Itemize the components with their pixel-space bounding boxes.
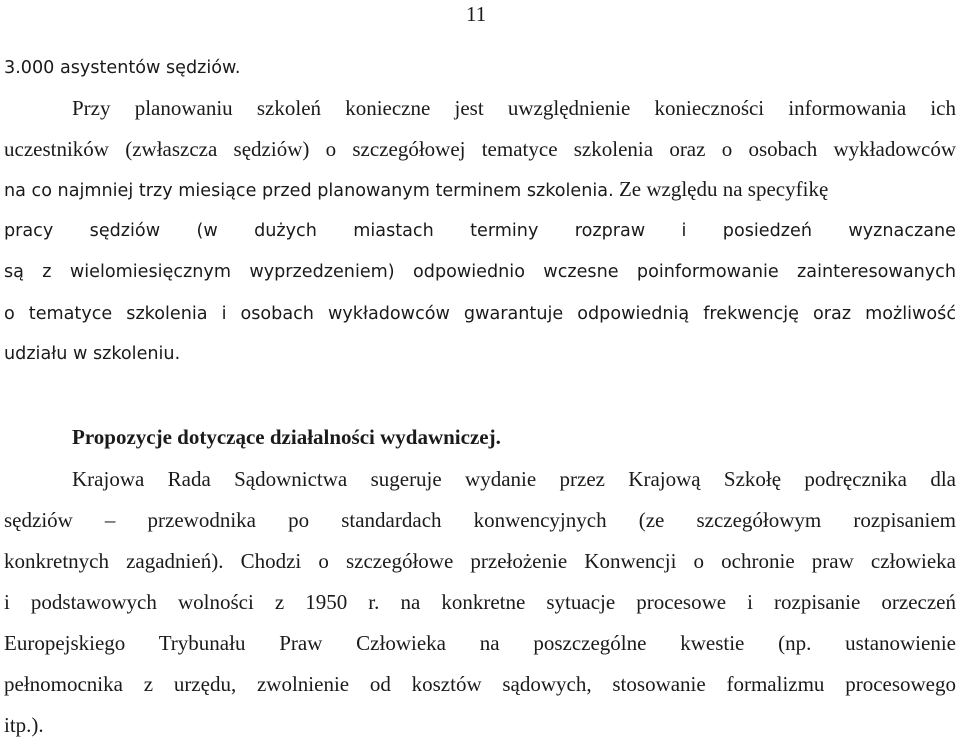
- paragraph-3-line-1: Krajowa Rada Sądownictwa sugeruje wydanie przez Krajową Szkołę podręcznika dla: [72, 467, 956, 491]
- page-number: 11: [466, 2, 487, 26]
- paragraph-2-line-3: [4, 176, 956, 204]
- paragraph-3-line-3: konkretnych zagadnień). Chodzi o szczegółowe przełożenie Konwencji o ochronie praw człowieka: [4, 549, 956, 573]
- paragraph-3-line-2: sędziów – przewodnika po standardach konwencyjnych (ze szczegółowym rozpisaniem: [4, 508, 956, 532]
- paragraph-2-line-3-sans: na co najmniej trzy miesiące przed planowanym terminem szkolenia.: [4, 181, 614, 201]
- paragraph-3-line-5: Europejskiego Trybunału Praw Człowieka na poszczególne kwestie (np. ustanowienie: [4, 631, 956, 655]
- paragraph-2-line-4: pracy sędziów (w dużych miastach terminy rozpraw i posiedzeń wyznaczane: [4, 221, 956, 241]
- paragraph-1-line-1: 3.000 asystentów sędziów.: [4, 58, 241, 78]
- paragraph-3-line-6: pełnomocnika z urzędu, zwolnienie od kosztów sądowych, stosowanie formalizmu procesowego: [4, 672, 956, 696]
- paragraph-2-line-3-serif: Ze względu na specyfikę: [613, 177, 829, 201]
- paragraph-2-line-1: Przy planowaniu szkoleń konieczne jest uwzględnienie konieczności informowania ich: [72, 96, 956, 120]
- paragraph-3-line-7: itp.).: [4, 713, 44, 737]
- paragraph-2-line-5: są z wielomiesięcznym wyprzedzeniem) odpowiednio wczesne poinformowanie zainteresowanych: [4, 262, 956, 282]
- section-heading: Propozycje dotyczące działalności wydawniczej.: [72, 425, 501, 449]
- paragraph-2-line-6: o tematyce szkolenia i osobach wykładowców gwarantuje odpowiednią frekwencję oraz możliwość: [4, 304, 956, 324]
- paragraph-2-line-7: udziału w szkoleniu.: [4, 344, 181, 364]
- paragraph-2-line-2: uczestników (zwłaszcza sędziów) o szczegółowej tematyce szkolenia oraz o osobach wykładowców: [4, 137, 956, 161]
- paragraph-3-line-4: i podstawowych wolności z 1950 r. na konkretne sytuacje procesowe i rozpisanie orzeczeń: [4, 590, 956, 614]
